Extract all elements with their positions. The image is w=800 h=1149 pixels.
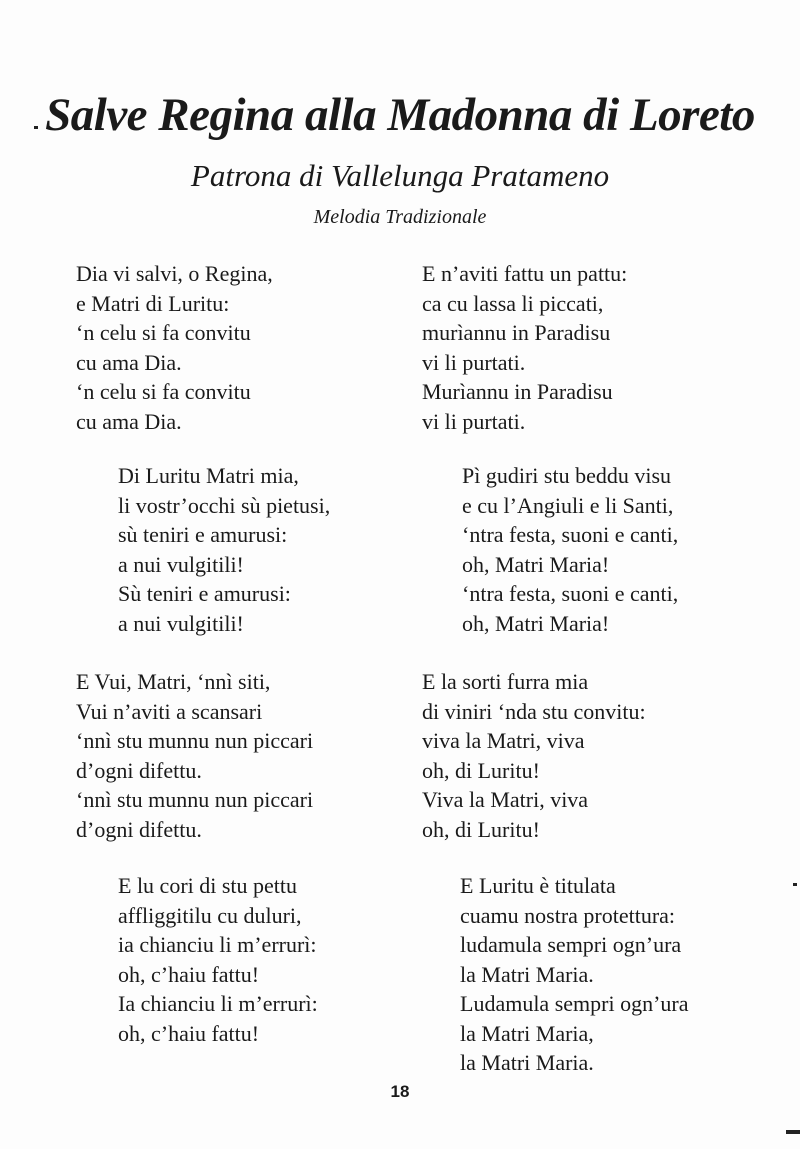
verse-line: oh, Matri Maria!: [462, 551, 610, 577]
verse-line: affliggitilu cu duluri,: [118, 902, 302, 928]
verse-line: d’ogni difettu.: [76, 757, 202, 783]
verse-line: ‘nnì stu munnu nun piccari: [76, 787, 314, 812]
verse-line: ‘n celu si fa convitu: [76, 379, 251, 404]
verse-line: la Matri Maria.: [460, 1050, 594, 1075]
stanza-6: [462, 461, 678, 638]
verse-line: di viniri ‘nda stu convitu:: [422, 698, 646, 724]
stanza-5: [422, 259, 627, 436]
verse-line: viva la Matri, viva: [422, 728, 585, 753]
verse-line: ‘ntra festa, suoni e canti,: [462, 581, 679, 606]
page-number: 18: [390, 1082, 410, 1101]
verse-line: cuamu nostra protettura:: [460, 902, 676, 928]
verse-line: Murìannu in Paradisu: [422, 379, 613, 404]
scan-mark: [786, 1130, 800, 1134]
verse-line: oh, Matri Maria!: [462, 610, 610, 636]
verse-line: E la sorti furra mia: [422, 669, 589, 694]
verse-line: Ludamula sempri ogn’ura: [460, 991, 689, 1016]
stanza-3: [76, 667, 313, 844]
verse-line: e Matri di Luritu:: [76, 290, 230, 316]
stanza-1: [76, 259, 273, 436]
verse-line: ludamula sempri ogn’ura: [460, 932, 682, 957]
verse-line: d’ogni difettu.: [76, 816, 202, 842]
song-subtitle: Patrona di Vallelunga Pratameno: [190, 158, 610, 193]
scan-mark: [793, 883, 797, 886]
verse-line: Pì gudiri stu beddu visu: [462, 463, 672, 488]
verse-line: sù teniri e amurusi:: [118, 522, 288, 547]
verse-line: E lu cori di stu pettu: [118, 873, 298, 898]
verse-line: oh, c’haiu fattu!: [118, 1020, 260, 1046]
verse-line: li vostr’occhi sù pietusi,: [118, 492, 331, 518]
verse-line: oh, c’haiu fattu!: [118, 961, 260, 987]
verse-line: Di Luritu Matri mia,: [118, 463, 299, 488]
verse-line: ‘ntra festa, suoni e canti,: [462, 522, 679, 547]
song-title: Salve Regina alla Madonna di Loreto: [45, 89, 755, 141]
verse-line: E Luritu è titulata: [460, 873, 616, 898]
stanza-7: [422, 667, 646, 844]
verse-line: ia chianciu li m’errurì:: [118, 932, 317, 957]
verse-line: Dia vi salvi, o Regina,: [76, 261, 273, 286]
verse-line: ca cu lassa li piccati,: [422, 290, 604, 316]
verse-line: oh, di Luritu!: [422, 757, 540, 783]
verse-line: murìannu in Paradisu: [422, 320, 611, 345]
verse-line: Ia chianciu li m’errurì:: [118, 991, 318, 1016]
verse-line: vi li purtati.: [422, 349, 526, 375]
verse-line: ‘n celu si fa convitu: [76, 320, 251, 345]
stanza-2: [118, 461, 330, 638]
scan-mark: [34, 126, 38, 129]
verse-line: E n’aviti fattu un pattu:: [422, 261, 628, 286]
verse-line: ‘nnì stu munnu nun piccari: [76, 728, 314, 753]
verse-line: e cu l’Angiuli e li Santi,: [462, 492, 674, 518]
verse-line: Viva la Matri, viva: [422, 787, 589, 812]
verse-line: cu ama Dia.: [76, 349, 182, 375]
verse-line: vi li purtati.: [422, 408, 526, 434]
verse-line: la Matri Maria.: [460, 961, 594, 987]
stanza-8: [460, 871, 689, 1078]
verse-line: la Matri Maria,: [460, 1020, 594, 1046]
verse-line: oh, di Luritu!: [422, 816, 540, 842]
verse-line: a nui vulgitili!: [118, 610, 244, 636]
verse-line: cu ama Dia.: [76, 408, 182, 434]
verse-line: Vui n’aviti a scansari: [76, 698, 263, 724]
stanza-4: [118, 871, 318, 1048]
verse-line: Sù teniri e amurusi:: [118, 581, 291, 606]
verse-line: E Vui, Matri, ‘nnì siti,: [76, 669, 271, 694]
verse-line: a nui vulgitili!: [118, 551, 244, 577]
melody-note: Melodia Tradizionale: [313, 206, 487, 228]
